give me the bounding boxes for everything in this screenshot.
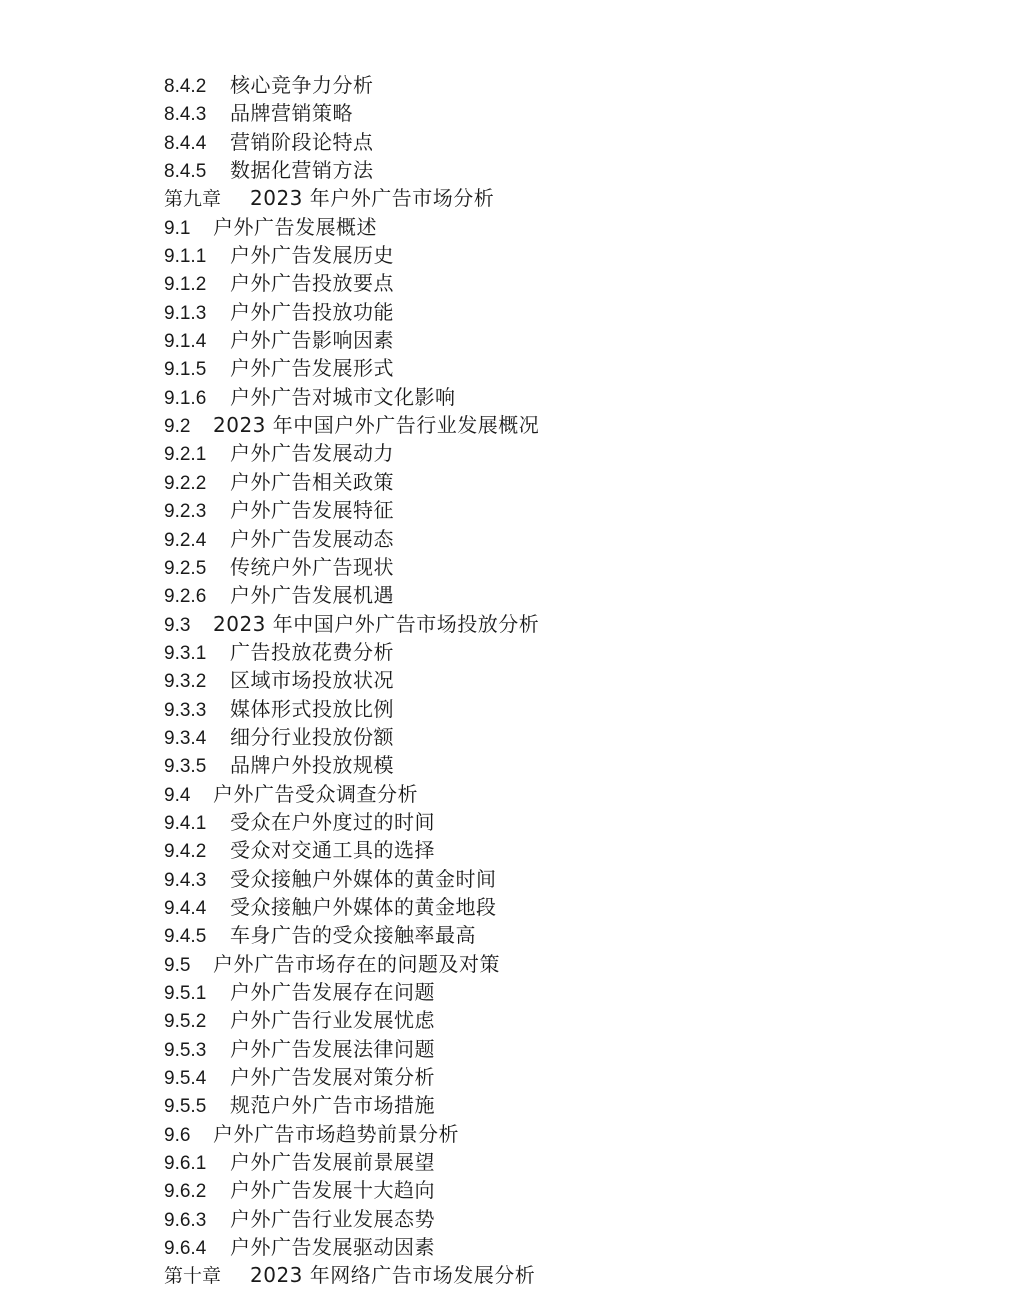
toc-entry [164, 468, 984, 496]
toc-entry-title: 细分行业投放份额 [230, 724, 394, 749]
toc-entry-number: 8.4.2 [164, 76, 207, 97]
toc-entry-title: 户外广告发展形式 [230, 356, 394, 381]
toc-entry-title: 规范户外广告市场措施 [230, 1093, 435, 1118]
toc-chapter-heading [164, 184, 984, 212]
toc-entry-title: 车身广告的受众接触率最高 [230, 923, 476, 948]
toc-entry-number: 9.4.5 [164, 926, 207, 948]
toc-entry [164, 978, 984, 1006]
toc-entry-title: 品牌户外投放规模 [230, 753, 394, 778]
toc-entry-number: 9.3 [164, 614, 191, 636]
toc-entry-title: 媒体形式投放比例 [230, 696, 394, 721]
toc-entry-number: 9.5.3 [164, 1039, 207, 1061]
toc-entry-number: 9.5.2 [164, 1011, 207, 1033]
toc-entry-title: 户外广告发展存在问题 [230, 980, 435, 1004]
toc-entry-number: 9.2.6 [164, 586, 207, 608]
toc-entry-number: 第十章 [164, 1266, 222, 1288]
toc-entry [164, 836, 984, 864]
toc-entry-title: 2023 年中国户外广告市场投放分析 [213, 611, 540, 636]
toc-entry-number: 9.2.1 [164, 444, 207, 466]
toc-entry-number: 9.5.5 [164, 1096, 207, 1118]
toc-entry [164, 128, 984, 156]
toc-entry-number: 9.2 [164, 416, 191, 438]
toc-entry [164, 950, 984, 978]
toc-entry-number: 8.4.4 [164, 132, 207, 154]
toc-entry-number: 9.2.3 [164, 501, 207, 523]
toc-entry [164, 1035, 984, 1063]
toc-entry [164, 1063, 984, 1091]
toc-entry-number: 9.5 [164, 954, 191, 976]
toc-entry-number: 9.5.4 [164, 1068, 207, 1090]
toc-entry [164, 780, 984, 808]
toc-entry [164, 1091, 984, 1119]
toc-entry-number: 9.3.5 [164, 756, 207, 778]
toc-entry-number: 9.4.2 [164, 841, 207, 863]
toc-entry-number: 8.4.3 [164, 104, 207, 126]
toc-entry-title: 户外广告发展对策分析 [230, 1065, 435, 1090]
toc-entry-number: 9.1.5 [164, 359, 207, 381]
toc-entry-number: 9.5.1 [164, 983, 207, 1004]
toc-entry [164, 1148, 984, 1176]
toc-entry-number: 9.6 [164, 1124, 191, 1146]
toc-entry-number: 9.3.1 [164, 642, 207, 664]
toc-entry-title: 户外广告发展历史 [230, 243, 394, 268]
toc-entry [164, 751, 984, 779]
toc-entry-number: 9.1.4 [164, 331, 207, 353]
toc-page [164, 71, 984, 1290]
toc-chapter-heading [164, 1261, 984, 1289]
toc-entry-title: 户外广告发展概述 [213, 214, 377, 239]
toc-entry-title: 户外广告市场趋势前景分析 [213, 1121, 459, 1146]
toc-entry-number: 9.4 [164, 784, 191, 806]
toc-entry [164, 525, 984, 553]
toc-entry [164, 383, 984, 411]
toc-entry-title: 户外广告发展法律问题 [230, 1036, 435, 1061]
toc-entry-number: 9.3.2 [164, 671, 207, 693]
toc-entry [164, 326, 984, 354]
toc-entry-title: 受众在户外度过的时间 [230, 809, 435, 834]
toc-entry-title: 户外广告对城市文化影响 [230, 384, 456, 409]
toc-entry [164, 921, 984, 949]
toc-entry [164, 241, 984, 269]
toc-entry-title: 户外广告发展十大趋向 [230, 1178, 435, 1203]
toc-entry-title: 户外广告发展驱动因素 [230, 1235, 435, 1260]
toc-entry [164, 411, 984, 439]
toc-entry-number: 9.6.3 [164, 1209, 207, 1231]
toc-entry [164, 269, 984, 297]
toc-entry [164, 1120, 984, 1148]
toc-list [164, 71, 984, 1290]
toc-entry [164, 808, 984, 836]
toc-entry-title: 户外广告市场存在的问题及对策 [213, 951, 500, 976]
toc-entry [164, 156, 984, 184]
toc-entry [164, 213, 984, 241]
toc-entry [164, 581, 984, 609]
toc-entry-number: 9.2.2 [164, 472, 207, 494]
toc-entry-title: 户外广告行业发展忧虑 [230, 1008, 435, 1033]
toc-entry [164, 71, 984, 99]
toc-entry-number: 9.1 [164, 217, 191, 239]
toc-entry [164, 893, 984, 921]
toc-entry-title: 受众接触户外媒体的黄金地段 [230, 894, 497, 919]
toc-entry-title: 户外广告发展特征 [230, 498, 394, 523]
toc-entry-number: 第九章 [164, 189, 222, 211]
toc-entry-title: 受众接触户外媒体的黄金时间 [230, 866, 497, 891]
toc-entry-title: 户外广告投放要点 [230, 271, 394, 296]
toc-entry [164, 99, 984, 127]
toc-entry-title: 区域市场投放状况 [230, 668, 394, 693]
toc-entry [164, 553, 984, 581]
toc-entry-number: 9.4.1 [164, 812, 207, 834]
toc-entry-title: 户外广告投放功能 [230, 299, 394, 324]
toc-entry-title: 户外广告发展机遇 [230, 583, 394, 608]
toc-entry [164, 638, 984, 666]
toc-entry [164, 298, 984, 326]
toc-entry-number: 9.6.4 [164, 1238, 207, 1260]
toc-entry-title: 数据化营销方法 [230, 158, 374, 183]
toc-entry-title: 户外广告相关政策 [230, 469, 394, 494]
toc-entry-title: 户外广告发展前景展望 [230, 1150, 435, 1175]
toc-entry-title: 传统户外广告现状 [230, 554, 394, 579]
toc-entry [164, 354, 984, 382]
toc-entry-number: 9.1.1 [164, 246, 207, 268]
toc-entry-title: 受众对交通工具的选择 [230, 838, 435, 863]
toc-entry [164, 496, 984, 524]
toc-entry [164, 1176, 984, 1204]
toc-entry-title: 2023 年中国户外广告行业发展概况 [213, 413, 540, 438]
toc-entry-title: 户外广告影响因素 [230, 328, 394, 353]
toc-entry [164, 1205, 984, 1233]
toc-entry [164, 439, 984, 467]
toc-entry-number: 9.3.4 [164, 727, 207, 749]
toc-entry-number: 9.2.5 [164, 557, 207, 579]
toc-entry [164, 723, 984, 751]
toc-entry-title: 2023 年网络广告市场发展分析 [250, 1263, 536, 1288]
toc-entry-number: 8.4.5 [164, 161, 207, 183]
toc-entry [164, 666, 984, 694]
toc-entry-number: 9.6.2 [164, 1181, 207, 1203]
toc-entry [164, 865, 984, 893]
toc-entry-number: 9.3.3 [164, 699, 207, 721]
toc-entry-number: 9.4.3 [164, 869, 207, 891]
toc-entry-title: 营销阶段论特点 [230, 129, 374, 154]
toc-entry-title: 户外广告受众调查分析 [213, 781, 418, 806]
toc-entry [164, 695, 984, 723]
toc-entry-number: 9.4.4 [164, 897, 207, 919]
toc-entry-title: 户外广告行业发展态势 [230, 1206, 435, 1231]
toc-entry-number: 9.1.6 [164, 387, 207, 409]
toc-entry-title: 户外广告发展动力 [230, 441, 394, 466]
toc-entry-title: 广告投放花费分析 [230, 639, 394, 664]
toc-entry-title: 2023 年户外广告市场分析 [250, 186, 495, 211]
toc-entry-number: 9.2.4 [164, 529, 207, 551]
toc-entry-number: 9.1.2 [164, 274, 207, 296]
toc-entry-title: 核心竞争力分析 [230, 73, 374, 97]
toc-entry [164, 1233, 984, 1261]
toc-entry-number: 9.6.1 [164, 1153, 207, 1175]
toc-entry [164, 610, 984, 638]
toc-entry-number: 9.1.3 [164, 302, 207, 324]
toc-entry [164, 1006, 984, 1034]
toc-entry-title: 品牌营销策略 [230, 101, 353, 126]
toc-entry-title: 户外广告发展动态 [230, 526, 394, 551]
